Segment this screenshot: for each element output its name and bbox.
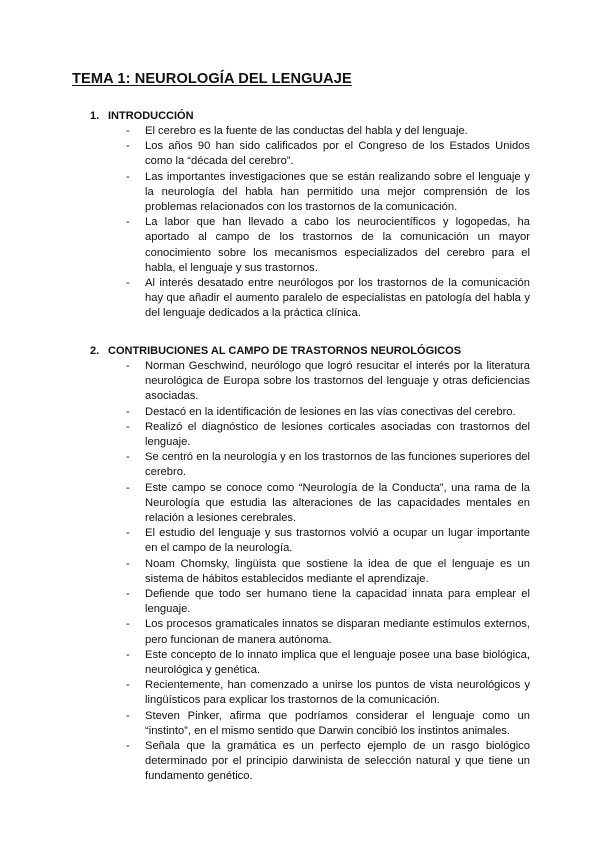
section-number: 2. xyxy=(90,345,100,357)
bullet-list xyxy=(90,124,530,322)
section-heading xyxy=(90,344,530,359)
list-item: - Norman Geschwind, neurólogo que logró resucitar el interés por la literatura neurológica de Europa sobre los trastornos del lenguaje y otras deficiencias asociadas. xyxy=(90,359,530,405)
list-item: - Se centró en la neurología y en los trastornos de las funciones superiores del cerebro. xyxy=(90,450,530,480)
section-contribuciones xyxy=(90,344,530,785)
list-item: - Al interés desatado entre neurólogos por los trastornos de la comunicación hay que añadir el aumento paralelo de especialistas en patología del habla y del lenguaje dedicados a la práctica clínica. xyxy=(90,276,530,322)
list-item: - Este campo se conoce como “Neurología de la Conducta”, una rama de la Neurología que estudia las alteraciones de las capacidades mentales en relación a lesiones cerebrales. xyxy=(90,481,530,527)
list-item: - El estudio del lenguaje y sus trastornos volvió a ocupar un lugar importante en el campo de la neurología. xyxy=(90,526,530,556)
list-item: - Realizó el diagnóstico de lesiones corticales asociadas con trastornos del lenguaje. xyxy=(90,420,530,450)
section-title: CONTRIBUCIONES AL CAMPO DE TRASTORNOS NEUROLÓGICOS xyxy=(108,345,462,357)
list-item: - El cerebro es la fuente de las conductas del habla y del lenguaje. xyxy=(90,124,530,139)
list-item: - Steven Pinker, afirma que podríamos considerar el lenguaje como un “instinto”, en el mismo sentido que Darwin concibió los instintos animales. xyxy=(90,709,530,739)
page-title: TEMA 1: NEUROLOGÍA DEL LENGUAJE xyxy=(72,71,352,87)
section-title: INTRODUCCIÓN xyxy=(108,110,194,122)
list-item: - Este concepto de lo innato implica que el lenguaje posee una base biológica, neurológica y genética. xyxy=(90,648,530,678)
section-number: 1. xyxy=(90,110,100,122)
list-item: - Noam Chomsky, lingüista que sostiene la idea de que el lenguaje es un sistema de hábitos establecidos mediante el aprendizaje. xyxy=(90,557,530,587)
section-heading xyxy=(90,109,530,124)
list-item: - Las importantes investigaciones que se están realizando sobre el lenguaje y la neurología del habla han permitido una mejor comprensión de los problemas relacionados con los trastornos de la comunicación. xyxy=(90,170,530,216)
bullet-list xyxy=(90,359,530,785)
list-item: - Recientemente, han comenzado a unirse los puntos de vista neurológicos y lingüísticos para explicar los trastornos de la comunicación. xyxy=(90,678,530,708)
list-item: - Destacó en la identificación de lesiones en las vías conectivas del cerebro. xyxy=(90,405,530,420)
list-item: - Los procesos gramaticales innatos se disparan mediante estímulos externos, pero funcionan de manera autónoma. xyxy=(90,617,530,647)
list-item: - Defiende que todo ser humano tiene la capacidad innata para emplear el lenguaje. xyxy=(90,587,530,617)
section-introduccion xyxy=(90,109,530,322)
list-item: - Señala que la gramática es un perfecto ejemplo de un rasgo biológico determinado por el principio darwinista de selección natural y que tiene un fundamento genético. xyxy=(90,739,530,785)
list-item: - Los años 90 han sido calificados por el Congreso de los Estados Unidos como la “década del cerebro”. xyxy=(90,139,530,169)
list-item: - La labor que han llevado a cabo los neurocientíficos y logopedas, ha aportado al campo de los trastornos de la comunicación un mayor conocimiento sobre los mecanismos especializados del cerebro para el habla, el lenguaje y sus trastornos. xyxy=(90,215,530,276)
